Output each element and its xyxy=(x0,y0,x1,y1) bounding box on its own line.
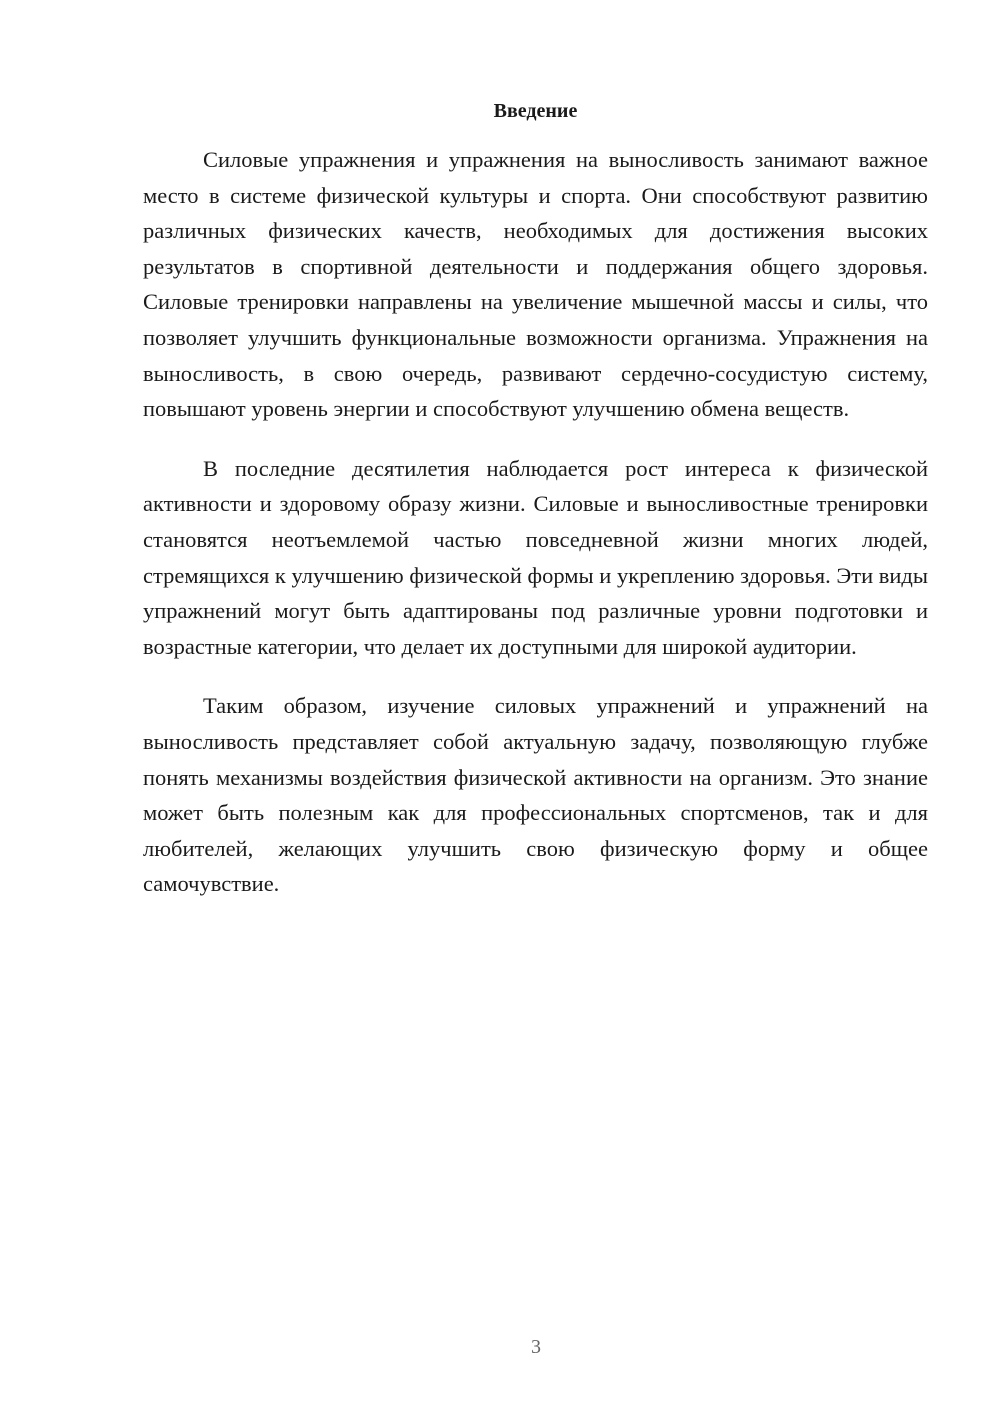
page-number: 3 xyxy=(531,1336,541,1358)
paragraph-2: В последние десятилетия наблюдается рост интереса к физической активности и здоровому образу жизни. Силовые и выносливостные тренировки становятся неотъемлемой частью повседневной жизни многих людей, стремящихся к улучшению физической формы и укреплению здоровья. Эти виды упражнений могут быть адаптированы под различные уровни подготовки и возрастные категории, что делает их доступными для широкой аудитории. xyxy=(143,455,928,659)
body-text xyxy=(143,142,928,926)
page-title: Введение xyxy=(493,100,578,122)
paragraph-3: Таким образом, изучение силовых упражнений и упражнений на выносливость представляет собой актуальную задачу, позволяющую глубже понять механизмы воздействия физической активности на организм. Это знание может быть полезным как для профессиональных спортсменов, так и для любителей, желающих улучшить свою физическую форму и общее самочувствие. xyxy=(143,693,928,897)
paragraph-1: Силовые упражнения и упражнения на выносливость занимают важное место в системе физической культуры и спорта. Они способствуют развитию различных физических качеств, необходимых для достижения высоких результатов в спортивной деятельности и поддержания общего здоровья. Силовые тренировки направлены на увеличение мышечной массы и силы, что позволяет улучшить функциональные возможности организма. Упражнения на выносливость, в свою очередь, развивают сердечно-сосудистую систему, повышают уровень энергии и способствуют улучшению обмена веществ. xyxy=(143,147,928,422)
